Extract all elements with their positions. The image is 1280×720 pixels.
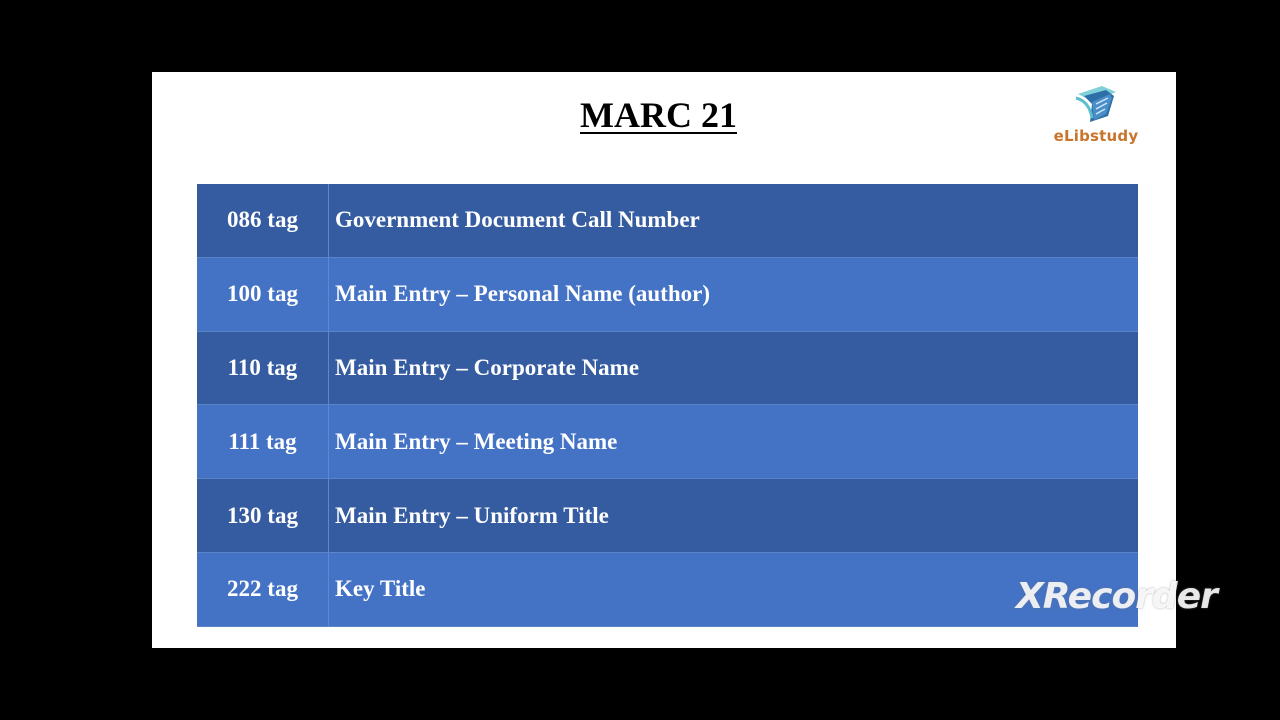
- marc-tag-table: [197, 184, 1138, 621]
- elibstudy-logo: [1050, 82, 1142, 162]
- description-cell: Main Entry – Meeting Name: [335, 428, 618, 454]
- table-row: [197, 332, 1138, 406]
- table-row: [197, 553, 1138, 627]
- tag-cell: 111 tag: [197, 405, 329, 478]
- table-row: [197, 258, 1138, 332]
- slide-title-text: MARC 21: [580, 95, 737, 135]
- table-row: [197, 479, 1138, 553]
- description-cell: Key Title: [335, 576, 426, 602]
- table-row: [197, 184, 1138, 258]
- tag-cell: 100 tag: [197, 258, 329, 331]
- slide-title: [152, 94, 1165, 136]
- table-row: [197, 405, 1138, 479]
- logo-text: eLibstudy: [1053, 127, 1139, 145]
- tag-cell: 110 tag: [197, 332, 329, 405]
- tag-cell: 130 tag: [197, 479, 329, 552]
- description-cell: Main Entry – Uniform Title: [335, 502, 609, 528]
- description-cell: Main Entry – Personal Name (author): [335, 281, 710, 307]
- description-cell: Government Document Call Number: [335, 207, 700, 233]
- description-cell: Main Entry – Corporate Name: [335, 354, 640, 380]
- slide: [152, 72, 1176, 648]
- xrecorder-watermark: XRecorder: [1016, 576, 1217, 617]
- book-swoosh-icon: [1072, 82, 1120, 124]
- tag-cell: 222 tag: [197, 553, 329, 626]
- tag-cell: 086 tag: [197, 184, 329, 257]
